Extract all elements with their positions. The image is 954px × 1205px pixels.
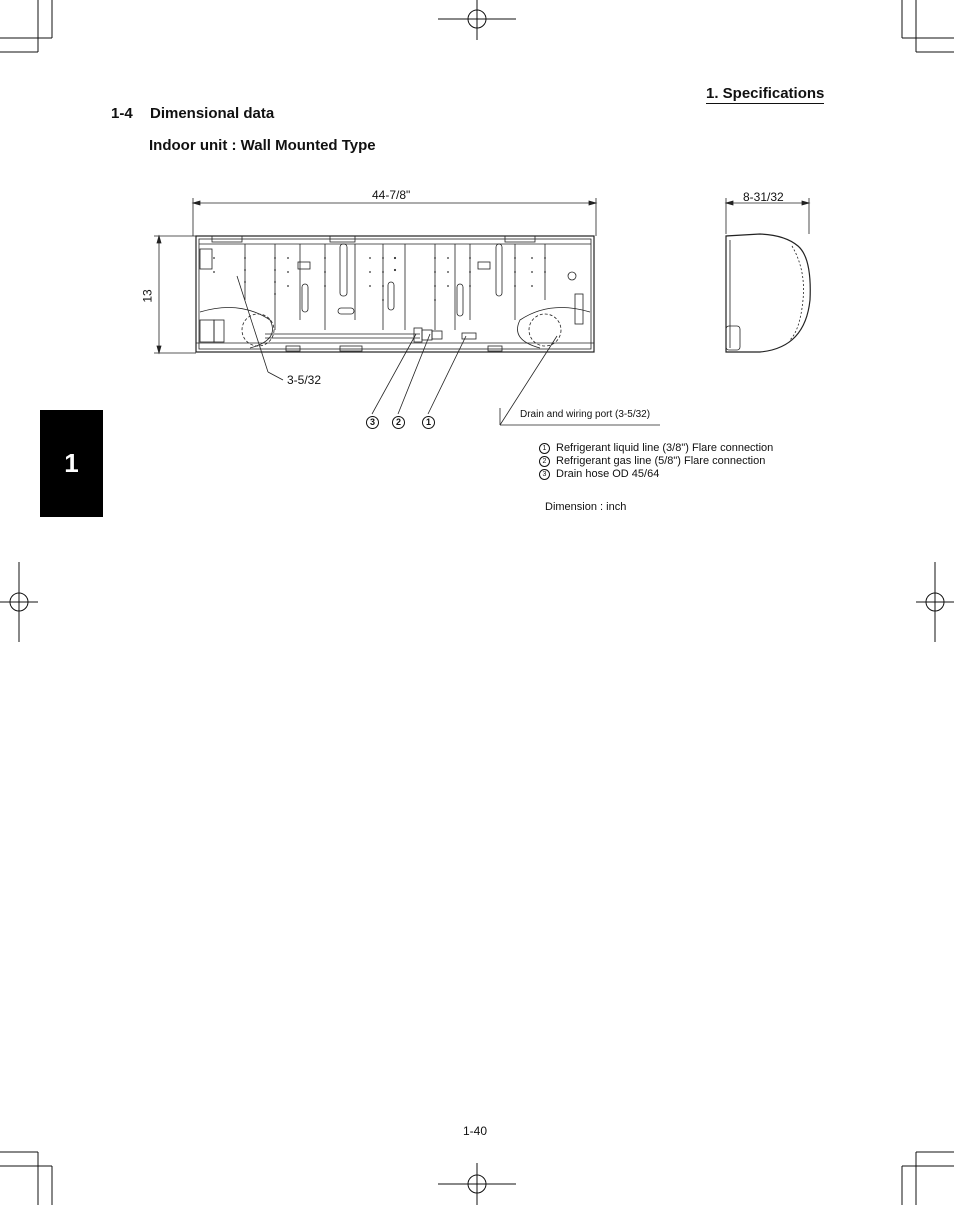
unit-subtitle: Indoor unit : Wall Mounted Type: [149, 137, 376, 154]
height-dimension-label: 13: [140, 289, 155, 303]
chapter-tab: [40, 410, 103, 517]
drain-port-label: Drain and wiring port (3-5/32): [520, 409, 651, 420]
indoor-unit-drawing: [0, 0, 954, 560]
legend-item: [539, 455, 773, 468]
section-number: 1-4: [111, 105, 133, 122]
legend-item: [539, 442, 773, 455]
chapter-tab-number: 1: [64, 448, 79, 478]
section-header: 1. Specifications: [706, 85, 825, 102]
width-dimension-label: 44-7/8": [372, 188, 411, 202]
legend-text: Refrigerant gas line (5/8") Flare connection: [556, 455, 766, 467]
legend-number: 2: [539, 456, 550, 467]
callout-1: 1: [422, 416, 435, 429]
section-title-text: Dimensional data: [150, 105, 275, 122]
legend-number: 1: [539, 443, 550, 454]
legend: [539, 442, 773, 481]
page-number: 1-40: [463, 1124, 488, 1138]
legend-text: Drain hose OD 45/64: [556, 468, 660, 480]
dimension-unit-note: Dimension : inch: [545, 501, 627, 513]
legend-text: Refrigerant liquid line (3/8") Flare connection: [556, 442, 774, 454]
depth-dimension-label: 8-31/32: [743, 190, 784, 204]
legend-item: [539, 468, 773, 481]
callout-3: 3: [366, 416, 379, 429]
legend-number: 3: [539, 469, 550, 480]
port-offset-label: 3-5/32: [287, 373, 322, 387]
callout-2: 2: [392, 416, 405, 429]
